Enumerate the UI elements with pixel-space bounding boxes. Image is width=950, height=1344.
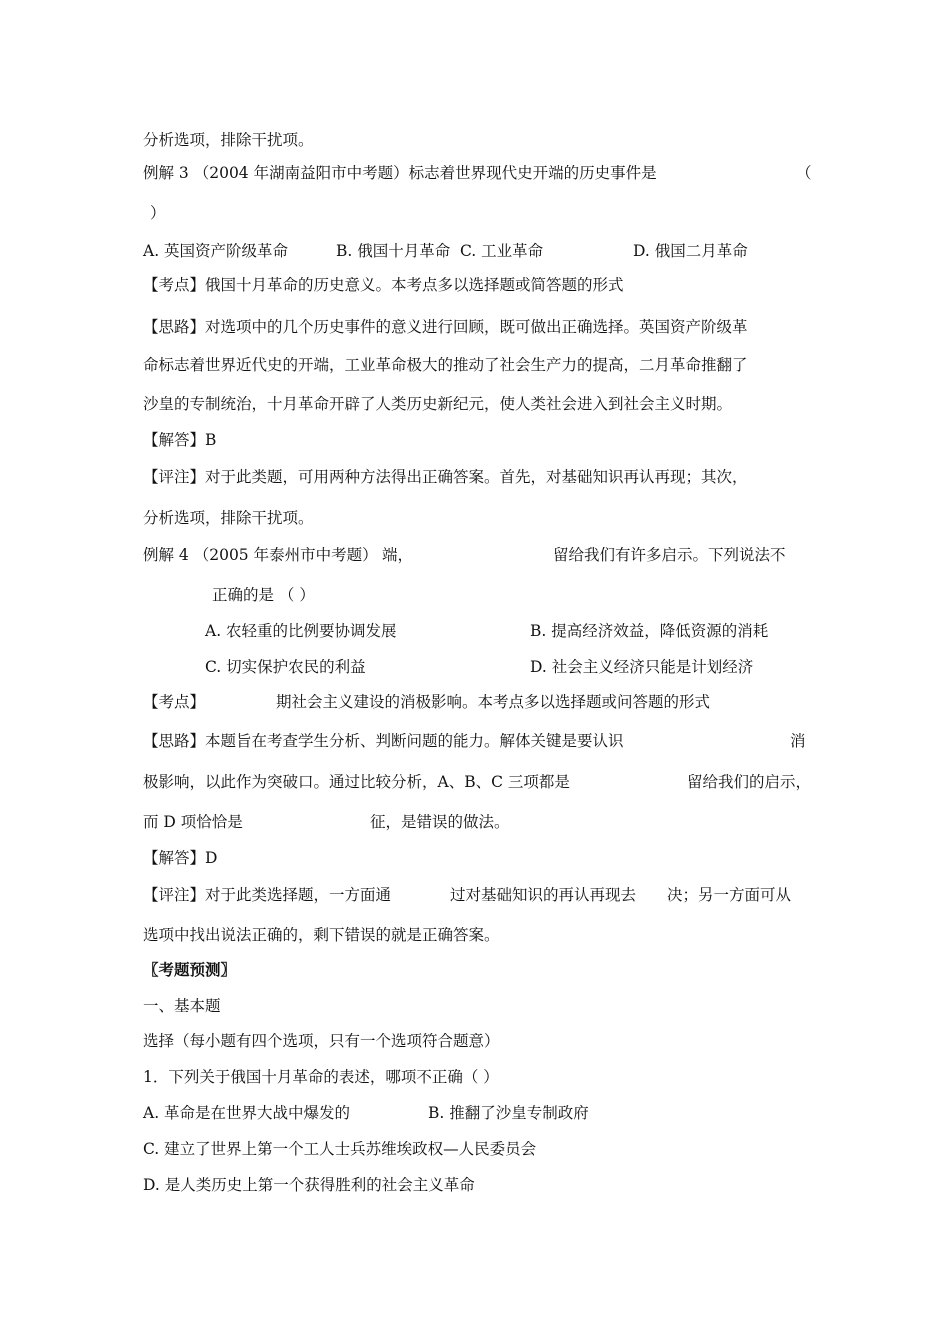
option-b: B. 俄国十月革命 [336, 242, 451, 260]
subsection-heading: 一、基本题 [143, 997, 221, 1015]
silu-line-2: 极影响，以此作为突破口。通过比较分析，A、B、C 三项都是 [143, 773, 570, 791]
silu-line-1: 【思路】本题旨在考查学生分析、判断问题的能力。解体关键是要认识 [143, 732, 624, 750]
example-4-fragment: 端， [382, 546, 414, 564]
answer-paren-close: ） [150, 204, 166, 222]
silu-line-3: 而 D 项恰恰是 [143, 813, 243, 831]
option-c: C. 切实保护农民的利益 [205, 658, 366, 676]
answer-line: 【解答】B [143, 431, 217, 449]
answer-paren-open: （ [796, 164, 812, 182]
kaodian-label: 【考点】 [143, 693, 206, 711]
silu-line-2-end: 留给我们的启示， [687, 773, 812, 791]
option-a: A. 英国资产阶级革命 [143, 242, 289, 260]
silu-line-2: 命标志着世界近代史的开端，工业革命极大的推动了社会生产力的提高，二月革命推翻了 [143, 356, 748, 374]
option-b: B. 推翻了沙皇专制政府 [428, 1104, 589, 1122]
silu-line-3: 沙皇的专制统治，十月革命开辟了人类历史新纪元，使人类社会进入到社会主义时期。 [143, 395, 733, 413]
question-1: 1．下列关于俄国十月革命的表述，哪项不正确（ ） [143, 1068, 499, 1086]
kaodian-line: 【考点】俄国十月革命的历史意义。本考点多以选择题或简答题的形式 [143, 276, 624, 294]
option-a: A. 农轻重的比例要协调发展 [205, 622, 397, 640]
option-a: A. 革命是在世界大战中爆发的 [143, 1104, 351, 1122]
option-d: D. 俄国二月革命 [633, 242, 748, 260]
answer-line: 【解答】D [143, 849, 218, 867]
example-3-question: 例解 3 （2004 年湖南益阳市中考题）标志着世界现代史开端的历史事件是 [143, 164, 657, 182]
example-4-question: 例解 4 （2005 年泰州市中考题） [143, 546, 378, 564]
pingzhu-line-2: 分析选项，排除干扰项。 [143, 509, 314, 527]
silu-line-1: 【思路】对选项中的几个历史事件的意义进行回顾，既可做出正确选择。英国资产阶级革 [143, 318, 748, 336]
silu-line-3-end: 征，是错误的做法。 [370, 813, 510, 831]
kaodian-text: 期社会主义建设的消极影响。本考点多以选择题或问答题的形式 [276, 693, 711, 711]
option-c: C. 建立了世界上第一个工人士兵苏维埃政权—人民委员会 [143, 1140, 537, 1158]
option-d: D. 是人类历史上第一个获得胜利的社会主义革命 [143, 1176, 475, 1194]
pingzhu-line-1-end: 决；另一方面可从 [667, 886, 792, 904]
silu-line-1-end: 消 [790, 732, 806, 750]
example-4-stem-end: 正确的是 （ ） [212, 586, 315, 604]
pingzhu-line-1: 【评注】对于此类题，可用两种方法得出正确答案。首先，对基础知识再认再现；其次， [143, 468, 748, 486]
pingzhu-line-2: 选项中找出说法正确的，剩下错误的就是正确答案。 [143, 926, 500, 944]
pingzhu-line-1: 【评注】对于此类选择题，一方面通 [143, 886, 392, 904]
section-heading: 〖考题预测〗 [143, 960, 237, 979]
example-4-continued: 留给我们有许多启示。下列说法不 [553, 546, 786, 564]
option-c: C. 工业革命 [460, 242, 544, 260]
text-line: 分析选项，排除干扰项。 [143, 131, 314, 149]
option-d: D. 社会主义经济只能是计划经济 [530, 658, 754, 676]
option-b: B. 提高经济效益，降低资源的消耗 [530, 622, 769, 640]
pingzhu-line-1-mid: 过对基础知识的再认再现去 [450, 886, 637, 904]
instructions: 选择（每小题有四个选项，只有一个选项符合题意） [143, 1032, 500, 1050]
